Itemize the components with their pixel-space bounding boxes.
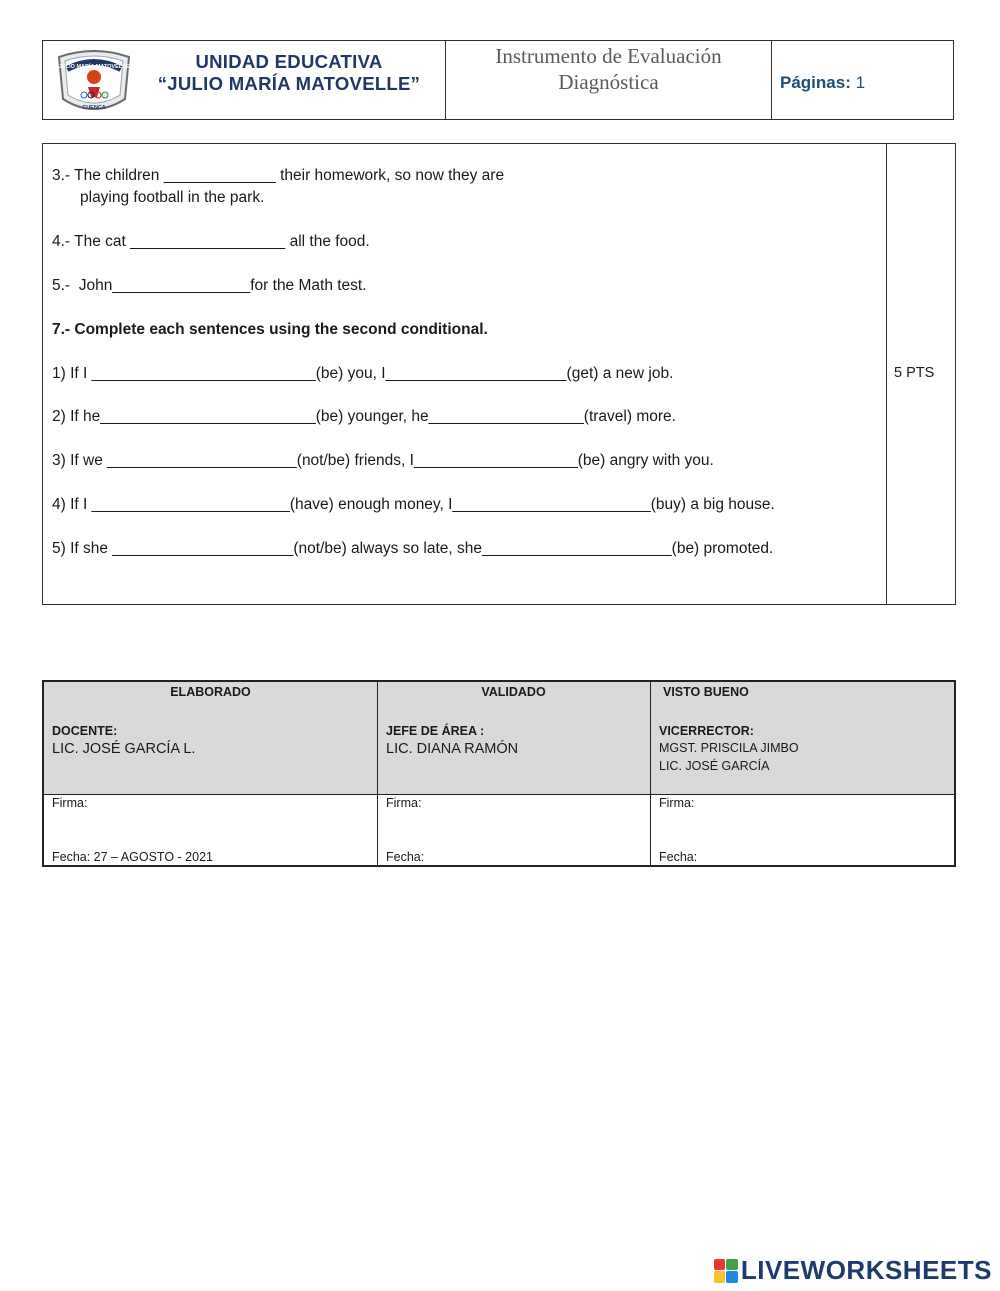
school-name xyxy=(139,51,439,95)
vicerrector-name-2: LIC. JOSÉ GARCÍA xyxy=(659,759,770,773)
jefe-area-name: LIC. DIANA RAMÓN xyxy=(386,741,519,757)
logo-square xyxy=(714,1271,726,1283)
question-3-line1: 3.- The children _____________ their homework, so now they are xyxy=(52,167,505,184)
conditional-item-2: 2) If he_________________________(be) younger, he__________________(travel) more. xyxy=(52,408,676,425)
liveworksheets-logo-icon xyxy=(714,1259,738,1283)
liveworksheets-wordmark: LIVEWORKSHEETS xyxy=(740,1255,992,1285)
pages-label: Páginas: xyxy=(780,73,851,92)
liveworksheets-brand xyxy=(714,1255,992,1286)
signature-table xyxy=(42,680,956,867)
firma-label-3: Firma: xyxy=(659,796,695,810)
fecha-label-2: Fecha: xyxy=(386,850,425,864)
question-3-line2: playing football in the park. xyxy=(80,189,265,206)
fecha-1: Fecha: 27 – AGOSTO - 2021 xyxy=(52,850,213,864)
logo-city: CUENCA xyxy=(82,105,106,111)
pages-indicator xyxy=(780,73,865,93)
validado-header: VALIDADO xyxy=(481,685,546,699)
pages-value: 1 xyxy=(855,73,866,92)
section-7-title: 7.- Complete each sentences using the second conditional. xyxy=(52,321,488,338)
points-label: 5 PTS xyxy=(894,365,935,381)
docente-name: LIC. JOSÉ GARCÍA L. xyxy=(52,741,196,757)
school-logo xyxy=(53,47,135,115)
conditional-item-5: 5) If she _____________________(not/be) always so late, she______________________(be) promoted. xyxy=(52,540,774,557)
school-name-line2: “JULIO MARÍA MATOVELLE” xyxy=(157,73,421,94)
fecha-label-3: Fecha: xyxy=(659,850,698,864)
questions-box xyxy=(42,143,956,605)
visto-bueno-header: VISTO BUENO xyxy=(663,685,749,699)
logo-square xyxy=(726,1259,738,1271)
conditional-item-4: 4) If I _______________________(have) enough money, I_______________________(buy) a big house. xyxy=(52,496,775,513)
question-4: 4.- The cat __________________ all the food. xyxy=(52,233,370,250)
conditional-item-3: 3) If we ______________________(not/be) friends, I___________________(be) angry with you. xyxy=(52,452,714,469)
conditional-item-1: 1) If I __________________________(be) you, I_____________________(get) a new job. xyxy=(52,365,674,382)
firma-label-1: Firma: xyxy=(52,796,88,810)
instrument-title-line1: Instrumento de Evaluación xyxy=(495,44,722,68)
school-cell xyxy=(43,41,446,119)
vicerrector-name-1: MGST. PRISCILA JIMBO xyxy=(659,741,799,755)
instrument-title-line2: Diagnóstica xyxy=(558,70,659,94)
firma-label-2: Firma: xyxy=(386,796,422,810)
jefe-area-role: JEFE DE ÁREA : xyxy=(386,724,485,738)
document-header xyxy=(42,40,954,120)
pages-cell xyxy=(772,41,953,119)
column-divider xyxy=(377,682,378,865)
logo-square xyxy=(714,1259,726,1271)
question-5: 5.- John________________for the Math test. xyxy=(52,277,367,294)
instrument-cell xyxy=(446,41,772,119)
logo-lettering: JULIO MARÍA MATOVELLE xyxy=(58,64,130,70)
points-column-divider xyxy=(886,144,887,604)
column-divider xyxy=(650,682,651,865)
elaborado-header: ELABORADO xyxy=(170,685,251,699)
vicerrector-role: VICERRECTOR: xyxy=(659,724,754,738)
docente-role: DOCENTE: xyxy=(52,724,118,738)
school-name-line1: UNIDAD EDUCATIVA xyxy=(195,51,383,72)
logo-square xyxy=(726,1271,738,1283)
